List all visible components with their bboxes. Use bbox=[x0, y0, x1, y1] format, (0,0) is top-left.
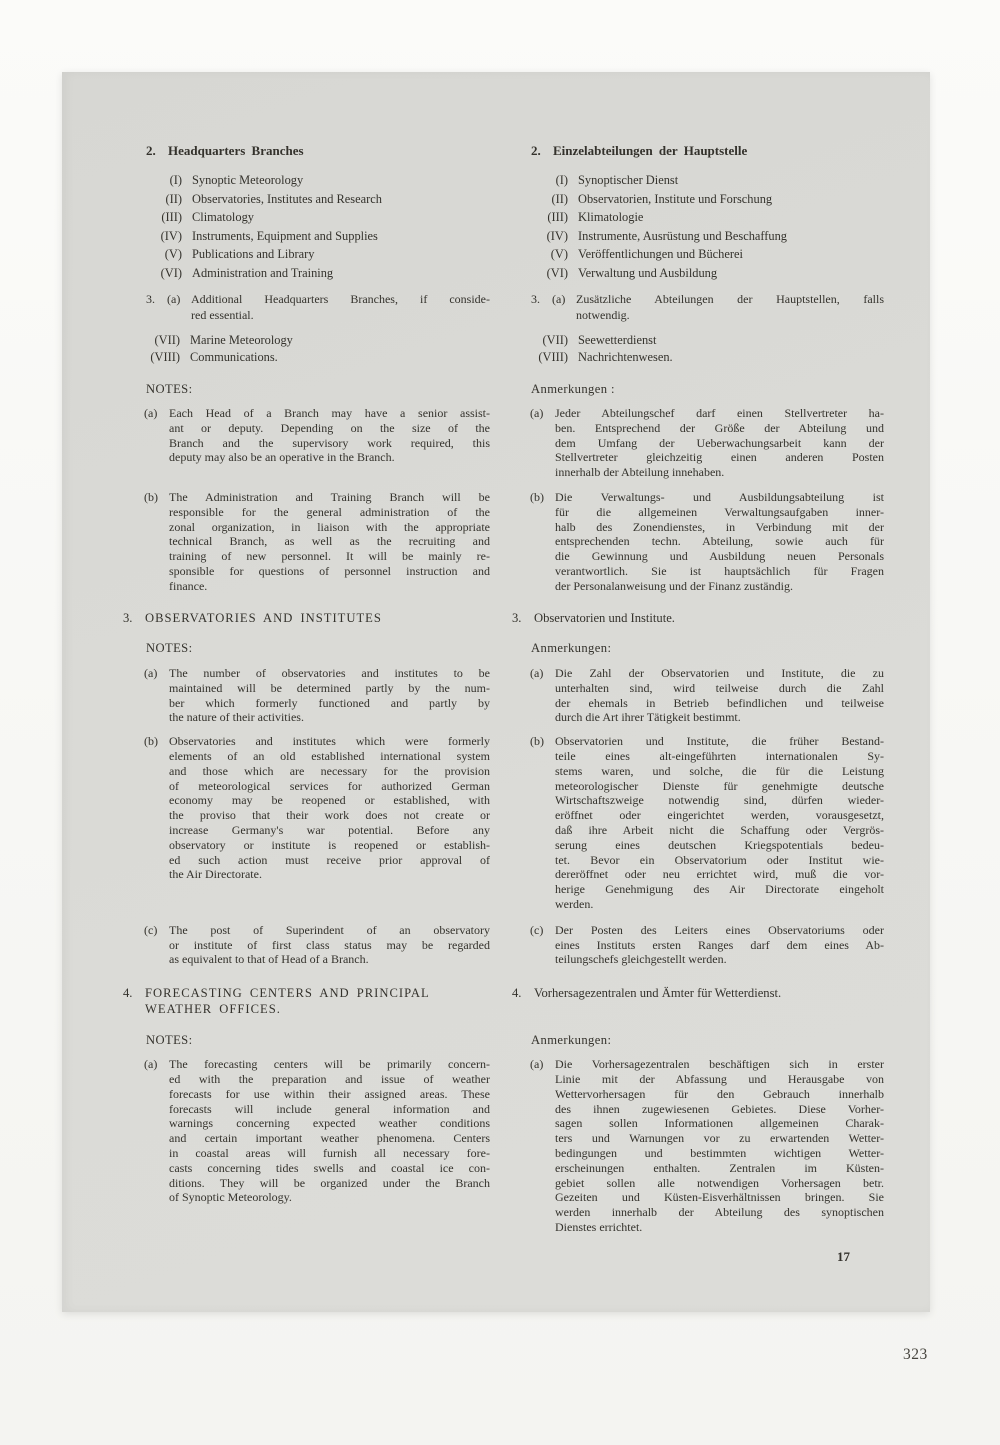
text-line: eines Instituts ersten Ranges darf dem eines Ab- bbox=[555, 937, 884, 952]
section-title: Headquarters Branches bbox=[168, 143, 304, 158]
text-line: ant or deputy. Depending on the size of the bbox=[169, 420, 490, 435]
text-line: Observatories and institutes which were formerly bbox=[169, 734, 490, 749]
text-line: bedingungen und bestimmten wichtigen Wetter- bbox=[555, 1145, 884, 1160]
item-numeral: (VII) bbox=[542, 333, 568, 347]
text-line: der ehemals in Betrieb befindlichen und teilweise bbox=[555, 695, 884, 710]
text-line: observatory or institute is reopened or establish- bbox=[169, 837, 490, 852]
section2-heading-en bbox=[146, 143, 490, 158]
note-letter: (b) bbox=[530, 734, 544, 749]
text-line: meteorologischer Dienste für genehmigte deutsche bbox=[555, 778, 884, 793]
notes-label-en: NOTES: bbox=[146, 382, 193, 396]
text-line: Wettervorhersagen für den Gebrauch innerhalb bbox=[555, 1086, 884, 1101]
section4-heading-de bbox=[512, 986, 884, 1002]
note-letter: (a) bbox=[144, 1057, 158, 1072]
notes-label-de: Anmerkungen : bbox=[531, 382, 615, 396]
list-item bbox=[142, 245, 490, 264]
text-line: eröffnet oder eingerichtet werden, vorausgesetzt, bbox=[555, 808, 884, 823]
note-paragraph bbox=[555, 734, 884, 912]
item-numeral: (III) bbox=[547, 210, 568, 224]
item-label: Marine Meteorology bbox=[190, 333, 293, 347]
item-numeral: (IV) bbox=[160, 228, 182, 243]
text-line: The post of Superindent of an observatory bbox=[169, 922, 490, 937]
note-paragraph bbox=[555, 666, 884, 725]
item-label: Veröffentlichungen und Bücherei bbox=[578, 247, 743, 261]
text-line: red essential. bbox=[191, 307, 254, 322]
note-paragraph bbox=[555, 1057, 884, 1235]
row-section2-heading bbox=[123, 143, 884, 158]
text-line: Additional Headquarters Branches, if conside- bbox=[191, 292, 490, 306]
note2c-en bbox=[144, 923, 490, 967]
list-item bbox=[528, 349, 884, 366]
list-item bbox=[142, 208, 490, 227]
text-line: Jeder Abteilungschef darf einen Stellvertreter ha- bbox=[555, 406, 884, 420]
text-line: maintained will be determined partly by the num- bbox=[169, 680, 490, 695]
row-branch-list bbox=[123, 171, 884, 282]
note-letter: (b) bbox=[144, 734, 158, 749]
text-line: Die Zahl der Observatorien und Institute, die zu bbox=[555, 666, 884, 681]
section-number: 2. bbox=[146, 143, 156, 158]
section4-heading-en bbox=[123, 986, 490, 1017]
item-label: Synoptischer Dienst bbox=[578, 173, 679, 187]
note-letter: (c) bbox=[144, 922, 158, 937]
note-letter: (a) bbox=[530, 1057, 544, 1072]
note-paragraph bbox=[169, 734, 490, 882]
note-paragraph bbox=[555, 490, 884, 594]
text-line: daß ihre Arbeit nicht die Schaffung oder Vergrös- bbox=[555, 823, 884, 838]
text-line: the proviso that their work does not create or bbox=[169, 808, 490, 823]
section-number: 4. bbox=[123, 986, 133, 1001]
notes-label-en: NOTES: bbox=[146, 641, 193, 656]
item-numeral: (III) bbox=[161, 210, 182, 224]
item-label: Observatorien, Institute und Forschung bbox=[578, 191, 773, 206]
branch-list-de bbox=[528, 171, 884, 282]
section2-heading-de bbox=[531, 143, 884, 158]
section-title: Einzelabteilungen der Hauptstelle bbox=[553, 143, 748, 158]
item-label: Verwaltung und Ausbildung bbox=[578, 265, 718, 280]
row-note2c bbox=[123, 923, 884, 967]
text-line: teile eines alt-eingeführten internationalen Sy- bbox=[555, 749, 884, 764]
item-label: Seewetterdienst bbox=[578, 333, 657, 347]
document-page bbox=[62, 72, 930, 1312]
note-paragraph bbox=[169, 923, 490, 967]
notes-label-en: NOTES: bbox=[146, 1033, 193, 1048]
item-letter: (a) bbox=[167, 292, 181, 306]
section-title: OBSERVATORIES AND INSTITUTES bbox=[145, 610, 382, 625]
list-item bbox=[528, 171, 884, 190]
note2b-de bbox=[530, 734, 884, 912]
item-number: 3. bbox=[146, 292, 155, 306]
note-paragraph bbox=[169, 1057, 490, 1205]
row-notes1-label bbox=[123, 382, 884, 397]
text-line: ben. Entsprechend der Größe der Abteilung und bbox=[555, 420, 884, 435]
list-item bbox=[140, 332, 490, 349]
text-line: FORECASTING CENTERS AND PRINCIPAL bbox=[145, 986, 430, 1001]
section-number: 3. bbox=[512, 610, 522, 625]
text-line: ditions. They will be organized under the Branch bbox=[169, 1175, 490, 1190]
text-line: in coastal areas will furnish all necessary fore- bbox=[169, 1145, 490, 1160]
item-label: Communications. bbox=[190, 349, 278, 364]
note2a-en bbox=[144, 666, 490, 725]
text-line: dem Umfang der Ueberwachungsarbeit kann der bbox=[555, 435, 884, 450]
text-line: Der Posten des Leiters eines Observatoriums oder bbox=[555, 922, 884, 937]
text-line: erscheinungen enthalten. Zentralen im Küsten- bbox=[555, 1160, 884, 1175]
text-line: Die Verwaltungs- und Ausbildungsabteilung ist bbox=[555, 489, 884, 504]
text-line: tet. Bevor ein Observatorium oder Institut wie- bbox=[555, 852, 884, 867]
text-line: The forecasting centers will be primarily concern- bbox=[169, 1057, 490, 1072]
item-label: Klimatologie bbox=[578, 210, 644, 224]
text-line: technical Branch, as well as the recruiting and bbox=[169, 534, 490, 549]
row-section3-heading bbox=[123, 611, 884, 627]
list-item bbox=[528, 245, 884, 264]
note-letter: (a) bbox=[144, 406, 158, 420]
text-line: zonal organization, in liaison with the appropriate bbox=[169, 519, 490, 534]
list-item bbox=[142, 264, 490, 283]
list-item bbox=[140, 349, 490, 366]
text-line: entsprechenden techn. Abteilung, sowie auch für bbox=[555, 534, 884, 549]
item-numeral: (V) bbox=[164, 247, 182, 261]
text-line: forecasts for use within their assigned areas. These bbox=[169, 1086, 490, 1101]
text-line: casts concerning tides swells and coastal ice con- bbox=[169, 1160, 490, 1175]
text-line: or institute of first class status may be regarded bbox=[169, 937, 490, 952]
item3a-en bbox=[146, 292, 490, 323]
text-line: economy may be reopened or established, with bbox=[169, 793, 490, 808]
list-item bbox=[528, 208, 884, 227]
section-title bbox=[145, 986, 430, 1017]
note-paragraph bbox=[169, 406, 490, 465]
section3-heading-en bbox=[123, 611, 490, 627]
item3a-de bbox=[531, 292, 884, 323]
text-line: ters und Warnungen vor zu erwartenden Wetter- bbox=[555, 1131, 884, 1146]
text-line: ed such action must receive prior approval of bbox=[169, 852, 490, 867]
text-line: Each Head of a Branch may have a senior assist- bbox=[169, 406, 490, 420]
text-line: warnings concerning expected weather conditions bbox=[169, 1116, 490, 1131]
text-line: für die allgemeinen Verwaltungsaufgaben inner- bbox=[555, 504, 884, 519]
note-letter: (b) bbox=[144, 489, 158, 504]
notes-label-de: Anmerkungen: bbox=[531, 1033, 612, 1048]
notes-label-de: Anmerkungen: bbox=[531, 641, 612, 656]
note2a-de bbox=[530, 666, 884, 725]
section-title: Observatorien und Institute. bbox=[534, 610, 675, 625]
text-line: dereröffnet oder neu errichtet wird, muß die vor- bbox=[555, 867, 884, 882]
list-item bbox=[528, 264, 884, 283]
text-line: verantwortlich. Sie ist hauptsächlich für Fragen bbox=[555, 563, 884, 578]
item-numeral: (VIII) bbox=[538, 349, 568, 364]
row-notes3-label bbox=[123, 1033, 884, 1048]
text-line: Linie mit der Abfassung und Herausgabe von bbox=[555, 1072, 884, 1086]
section-number: 4. bbox=[512, 986, 522, 1001]
text-line: increase Germany's war potential. Before any bbox=[169, 823, 490, 838]
list-item bbox=[142, 190, 490, 209]
branch-list-en bbox=[142, 171, 490, 282]
list-item bbox=[528, 332, 884, 349]
item-numeral: (V) bbox=[550, 247, 568, 261]
note3a-en bbox=[144, 1057, 490, 1205]
text-line: The Administration and Training Branch will be bbox=[169, 489, 490, 504]
row-page-number bbox=[123, 1249, 884, 1264]
item-numeral: (VII) bbox=[154, 333, 180, 347]
text-line: the Air Directorate. bbox=[169, 867, 262, 882]
text-line: der Personalanweisung und der Finanz zuständig. bbox=[555, 578, 793, 593]
text-line: WEATHER OFFICES. bbox=[145, 1001, 281, 1016]
text-line: herige Genehmigung des Air Directorate eingeholt bbox=[555, 882, 884, 897]
note-letter: (a) bbox=[144, 666, 158, 681]
row-section4-heading bbox=[123, 986, 884, 1017]
text-line: and those which are necessary for the provision bbox=[169, 763, 490, 778]
item-text bbox=[191, 292, 490, 323]
item-label: Nachrichtenwesen. bbox=[578, 349, 673, 364]
item-numeral: (IV) bbox=[546, 228, 568, 243]
text-line: and certain important weather phenomena. Centers bbox=[169, 1131, 490, 1146]
item-label: Synoptic Meteorology bbox=[192, 173, 304, 187]
section3-heading-de bbox=[512, 611, 884, 627]
text-line: serung eines deutschen Kriegspotentials bedeu- bbox=[555, 837, 884, 852]
row-notes2-label bbox=[123, 641, 884, 656]
note-paragraph bbox=[555, 406, 884, 480]
text-line: finance. bbox=[169, 578, 208, 593]
item-text bbox=[576, 292, 884, 323]
row-note1a bbox=[123, 406, 884, 480]
extra-branch-list-en bbox=[140, 332, 490, 365]
text-line: Observatorien und Institute, die früher Bestand- bbox=[555, 734, 884, 749]
item-number: 3. bbox=[531, 292, 540, 306]
text-line: Stellvertreter gleichzeitig einen anderen Posten bbox=[555, 450, 884, 465]
note-letter: (a) bbox=[530, 666, 544, 681]
section-title bbox=[534, 986, 781, 1002]
text-line: werden innerhalb der Abteilung des synoptischen bbox=[555, 1205, 884, 1220]
list-item bbox=[142, 171, 490, 190]
section-number: 3. bbox=[123, 610, 133, 625]
list-item bbox=[528, 227, 884, 246]
section-number: 2. bbox=[531, 143, 541, 158]
text-line: Dienstes errichtet. bbox=[555, 1219, 643, 1234]
row-note2a bbox=[123, 666, 884, 725]
item-label: Instruments, Equipment and Supplies bbox=[192, 228, 378, 243]
text-line: Wirtschaftszweige notwendig sind, dürfen wieder- bbox=[555, 793, 884, 808]
row-extra-branches bbox=[123, 332, 884, 365]
text-line: deputy may also be an operative in the Branch. bbox=[169, 450, 395, 465]
text-line: gebiet sollen alle notwendigen Vorhersagen betr. bbox=[555, 1175, 884, 1190]
text-line: elements of an old established international system bbox=[169, 749, 490, 764]
row-note3a bbox=[123, 1057, 884, 1235]
text-line: of meteorological services for authorized German bbox=[169, 778, 490, 793]
text-line: Branch and the supervisory work required, this bbox=[169, 435, 490, 450]
item-numeral: (VI) bbox=[160, 265, 182, 280]
text-line: as equivalent to that of Head of a Branch. bbox=[169, 952, 369, 967]
note-letter: (a) bbox=[530, 406, 544, 420]
list-item bbox=[142, 227, 490, 246]
note1b-en bbox=[144, 490, 490, 594]
page-number: 17 bbox=[837, 1248, 850, 1264]
item-label: Climatology bbox=[192, 210, 254, 224]
text-line: responsible for the general administration of the bbox=[169, 504, 490, 519]
text-line: durch die Art ihrer Tätigkeit bestimmt. bbox=[555, 710, 741, 725]
text-line: the nature of their activities. bbox=[169, 710, 304, 725]
note-paragraph bbox=[169, 666, 490, 725]
item-numeral: (II) bbox=[165, 191, 182, 206]
text-line: innerhalb der Abteilung innehaben. bbox=[555, 465, 725, 480]
item-numeral: (I) bbox=[169, 173, 182, 187]
note2c-de bbox=[530, 923, 884, 967]
row-note2b bbox=[123, 734, 884, 912]
item-label: Instrumente, Ausrüstung und Beschaffung bbox=[578, 228, 788, 243]
text-line: die Gewinnung und Ausbildung neuen Personals bbox=[555, 549, 884, 564]
extra-branch-list-de bbox=[528, 332, 884, 365]
text-line: werden. bbox=[555, 897, 594, 912]
folio-number: 323 bbox=[903, 1346, 928, 1363]
note-letter: (b) bbox=[530, 489, 544, 504]
text-line: Die Vorhersagezentralen beschäftigen sich in erster bbox=[555, 1057, 884, 1072]
text-line: ber which formerly functioned and partly by bbox=[169, 695, 490, 710]
item-label: Observatories, Institutes and Research bbox=[192, 191, 382, 206]
text-line: training of new personnel. It will be mainly re- bbox=[169, 549, 490, 564]
item-numeral: (VI) bbox=[546, 265, 568, 280]
text-line: Zusätzliche Abteilungen der Hauptstellen, falls bbox=[576, 292, 884, 306]
row-note1b bbox=[123, 490, 884, 594]
note1a-en bbox=[144, 406, 490, 465]
text-line: teilungschefs gleichgestellt werden. bbox=[555, 952, 727, 967]
note1a-de bbox=[530, 406, 884, 480]
text-line: notwendig. bbox=[576, 307, 630, 322]
text-line: Gezeiten und Küsten-Eisverhältnissen bringen. Sie bbox=[555, 1190, 884, 1205]
text-line: unterhalten sind, wird teilweise durch die Zahl bbox=[555, 680, 884, 695]
note-letter: (c) bbox=[530, 922, 544, 937]
item-label: Publications and Library bbox=[192, 247, 315, 261]
item-numeral: (I) bbox=[555, 173, 568, 187]
list-item bbox=[528, 190, 884, 209]
text-line: stems waren, und solche, die für die Leistung bbox=[555, 763, 884, 778]
text-line: sponsible for questions of personnel instruction and bbox=[169, 563, 490, 578]
text-line: of Synoptic Meteorology. bbox=[169, 1190, 292, 1205]
text-line: halb des Zonendienstes, in Verbindung mit der bbox=[555, 519, 884, 534]
note-paragraph bbox=[169, 490, 490, 594]
text-line: des ihnen zugewiesenen Gebietes. Diese Vorher- bbox=[555, 1101, 884, 1116]
text-line: The number of observatories and institutes to be bbox=[169, 666, 490, 681]
note1b-de bbox=[530, 490, 884, 594]
text-line: sagen sollen Informationen allgemeinen Charak- bbox=[555, 1116, 884, 1131]
text-line: Vorhersagezentralen und Ämter für Wetterdienst. bbox=[534, 986, 782, 1001]
item-label: Administration and Training bbox=[192, 265, 334, 280]
item-numeral: (II) bbox=[551, 191, 568, 206]
row-item3a bbox=[123, 292, 884, 323]
text-line: ed with the preparation and issue of weather bbox=[169, 1072, 490, 1086]
note-paragraph bbox=[555, 923, 884, 967]
note2b-en bbox=[144, 734, 490, 882]
text-line: forecasts will include general information and bbox=[169, 1101, 490, 1116]
item-numeral: (VIII) bbox=[150, 349, 180, 364]
note3a-de bbox=[530, 1057, 884, 1235]
item-letter: (a) bbox=[552, 292, 566, 306]
